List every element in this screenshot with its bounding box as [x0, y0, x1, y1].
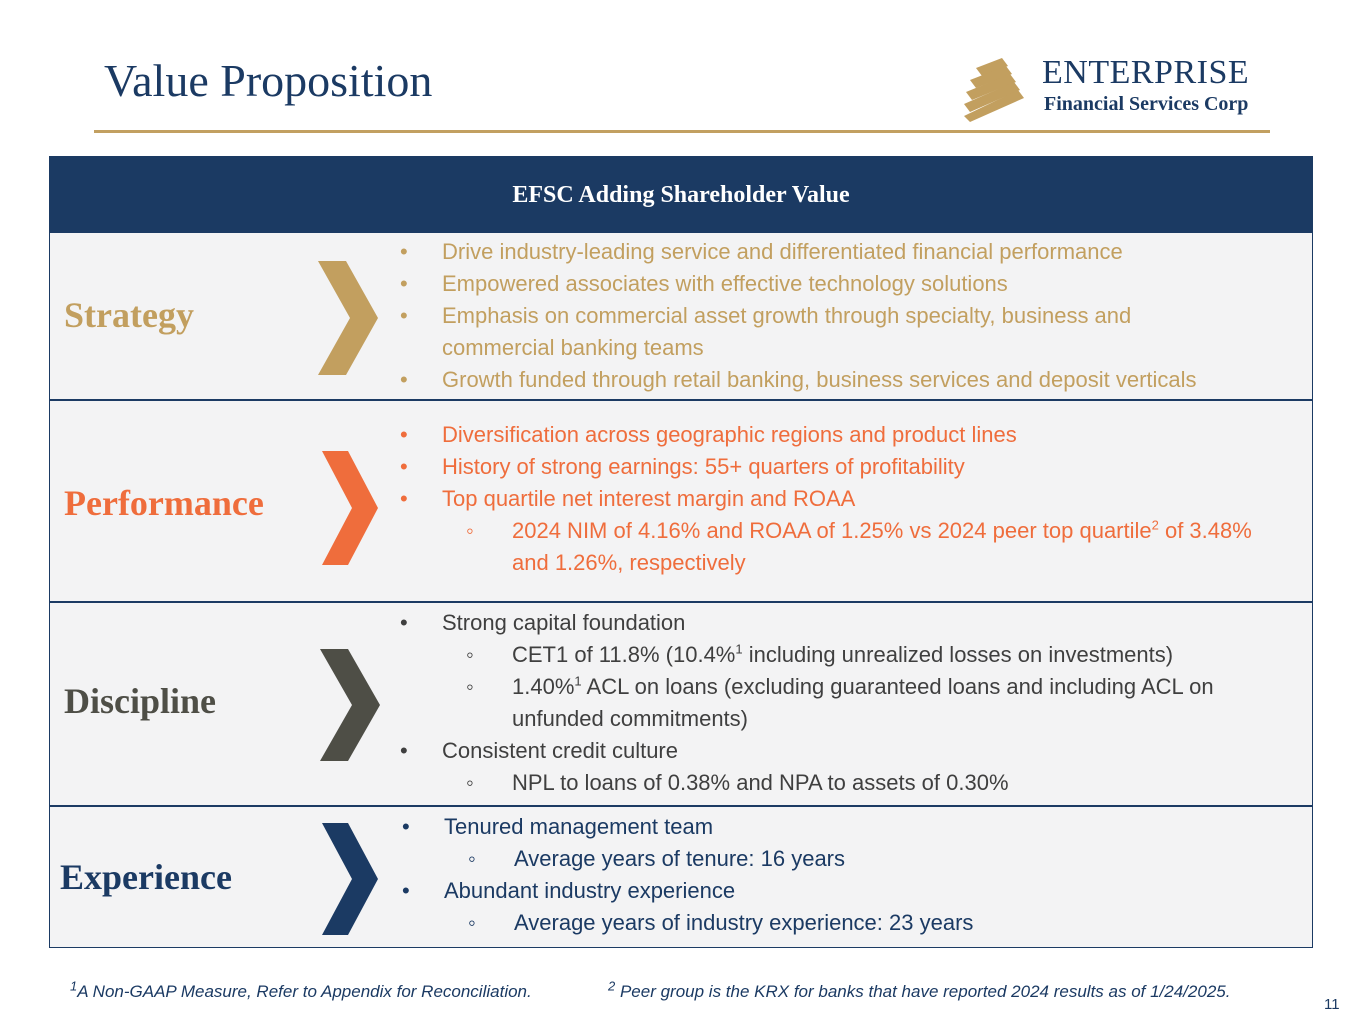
footnote-ref: 1	[735, 641, 743, 657]
sub-list-item: ◦ Average years of industry experience: 23 years	[400, 907, 1300, 939]
page-number: 11	[1324, 996, 1340, 1013]
footnote-2	[608, 978, 1231, 1002]
row-discipline	[50, 603, 1312, 805]
logo-subtitle: Financial Services Corp	[1044, 93, 1249, 115]
list-item: • Diversification across geographic regions and product lines	[398, 419, 1298, 451]
list-item: • Consistent credit culture	[398, 735, 1298, 767]
list-item: • Empowered associates with effective technology solutions	[398, 268, 1298, 300]
experience-bullets	[400, 811, 1300, 939]
footnote-marker: 2	[608, 978, 616, 994]
chevron-right-icon	[318, 261, 378, 375]
enterprise-logo-mark-icon	[962, 56, 1036, 122]
list-item: • Abundant industry experience	[400, 875, 1300, 907]
row-strategy	[50, 233, 1312, 399]
sub-text: CET1 of 11.8% (10.4%	[512, 642, 736, 667]
row-label-strategy: Strategy	[64, 295, 194, 335]
sub-list-item	[398, 515, 1252, 579]
list-item: • History of strong earnings: 55+ quarters of profitability	[398, 451, 1298, 483]
strategy-bullets	[398, 236, 1298, 396]
chevron-right-icon	[322, 451, 378, 565]
sub-text: 1.40%	[512, 674, 575, 699]
list-item: • Strong capital foundation	[398, 607, 1298, 639]
title-divider	[94, 130, 1270, 133]
discipline-bullets	[398, 607, 1298, 799]
row-label-experience: Experience	[60, 857, 232, 897]
sub-list-item: ◦ Average years of tenure: 16 years	[400, 843, 1300, 875]
sub-list-item: ◦ NPL to loans of 0.38% and NPA to assets of 0.30%	[398, 767, 1298, 799]
sub-list-item	[398, 671, 1292, 735]
list-item: • Growth funded through retail banking, business services and deposit verticals	[398, 364, 1298, 396]
performance-bullets	[398, 419, 1298, 579]
logo-name: ENTERPRISE	[1042, 54, 1250, 91]
sub-text: of 3.48% and 1.26%, respectively	[512, 518, 1252, 575]
row-performance	[50, 401, 1312, 601]
footnote-ref: 1	[574, 673, 582, 689]
row-label-performance: Performance	[64, 483, 264, 523]
chevron-right-icon	[320, 649, 380, 761]
row-label-discipline: Discipline	[64, 681, 217, 721]
footnote-text: A Non-GAAP Measure, Refer to Appendix for Reconciliation.	[77, 982, 532, 1001]
footnote-text: Peer group is the KRX for banks that have reported 2024 results as of 1/24/2025.	[615, 982, 1231, 1001]
sub-text: 2024 NIM of 4.16% and ROAA of 1.25% vs 2024 peer top quartile	[512, 518, 1152, 543]
footnote-ref: 2	[1151, 517, 1159, 533]
page-title: Value Proposition	[104, 55, 433, 106]
list-item: • Drive industry-leading service and differentiated financial performance	[398, 236, 1298, 268]
company-logo	[962, 56, 1274, 122]
list-item: • Tenured management team	[400, 811, 1300, 843]
sub-text: ACL on loans (excluding guaranteed loans and including ACL on unfunded commitments)	[512, 674, 1214, 731]
value-table	[49, 156, 1313, 948]
footnote-1	[70, 978, 532, 1002]
chevron-right-icon	[322, 823, 378, 935]
sub-list-item	[398, 639, 1298, 671]
sub-text: including unrealized losses on investments)	[742, 642, 1174, 667]
list-item: • Top quartile net interest margin and ROAA	[398, 483, 1298, 515]
list-item: • Emphasis on commercial asset growth through specialty, business and commercial banking teams	[398, 300, 1202, 364]
table-header: EFSC Adding Shareholder Value	[50, 157, 1312, 233]
row-experience	[50, 807, 1312, 947]
footnote-marker: 1	[70, 978, 78, 994]
